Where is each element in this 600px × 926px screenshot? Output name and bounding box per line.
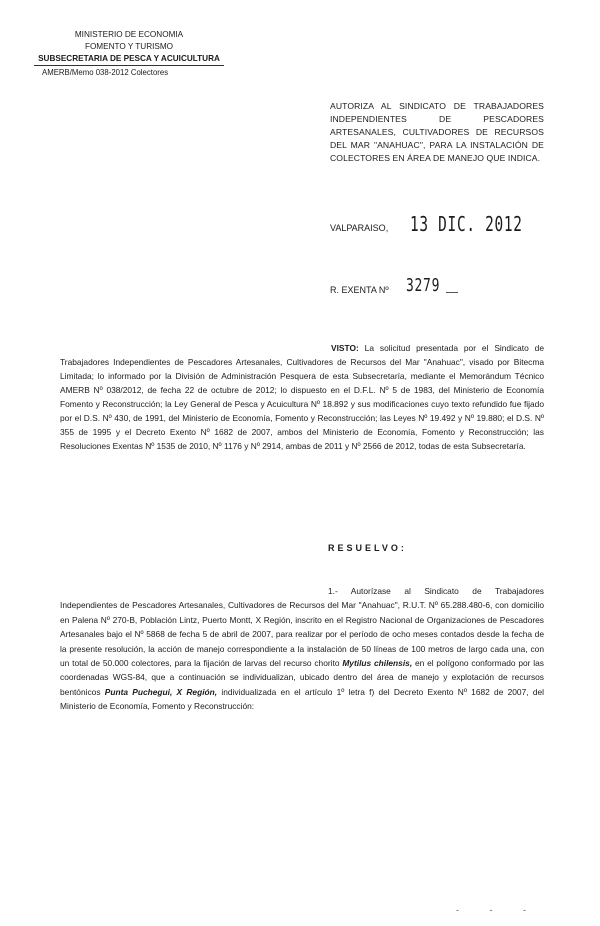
- letterhead: [34, 29, 264, 79]
- visto-label: VISTO:: [331, 343, 359, 353]
- article-1-text-a: 1.- Autorízase al Sindicato de Trabajadores Independientes de Pescadores Artesanales, Cultivadores de Recursos del Mar "Anahuac", R.U.T. Nº 65.288.480-6, con domicilio en Palena Nº 270-B, Población Lintz, Puerto Montt, X Región, inscrito en el Registro Nacional de Organizaciones de Pescadores Artesanales bajo el Nº 5868 de fecha 5 de abril de 2007, para realizar por el período de ocho meses contados desde la fecha de la presente resolución, la acción de manejo correspondiente a la instalación de 50 líneas de 100 metros de largo cada una, con un total de 50.000 colectores, para la fijación de larvas del recurso chorito: [60, 586, 544, 669]
- article-1-paragraph: [60, 584, 544, 714]
- resolution-title: AUTORIZA AL SINDICATO DE TRABAJADORES INDEPENDIENTES DE PESCADORES ARTESANALES, CULTIVADORES DE RECURSOS DEL MAR "ANAHUAC", PARA LA INSTALACIÓN DE COLECTORES EN ÁREA DE MANEJO QUE INDICA.: [330, 101, 544, 163]
- resolution-label: R. EXENTA Nº: [330, 285, 389, 295]
- ministry-subtitle: FOMENTO Y TURISMO: [84, 42, 174, 51]
- visto-paragraph: [60, 341, 544, 453]
- ministry-name: MINISTERIO DE ECONOMIA: [74, 30, 184, 39]
- header-underline: [34, 65, 224, 66]
- resolution-dash: [446, 292, 458, 293]
- article-1-text-b: en el polígono conformado por las coordenadas WGS-84, que a continuación se individualizan, ubicado dentro del área de manejo y explotación de recursos bentónicos: [60, 658, 544, 697]
- footer-marks: - - -: [456, 905, 540, 915]
- species-name: Mytilus chilensis,: [342, 658, 413, 669]
- memo-reference: AMERB/Memo 038-2012 Colectores: [42, 68, 169, 77]
- date-stamp: 13 DIC. 2012: [410, 212, 523, 236]
- resolution-number: 3279: [406, 275, 441, 296]
- place-label: VALPARAISO,: [330, 223, 389, 233]
- subsecretaria-name: SUBSECRETARIA DE PESCA Y ACUICULTURA: [38, 54, 220, 63]
- article-1-text-c: individualizada en el artículo 1º letra f) del Decreto Exento Nº 1682 de 2007, del Ministerio de Economía, Fomento y Reconstrucción:: [60, 686, 545, 712]
- visto-text: La solicitud presentada por el Sindicato de Trabajadores Independientes de Pescadores Artesanales, Cultivadores de Recursos del Mar "Anahuac", visado por Bitecma Limitada; lo informado por la División de Administración Pesquera de esta Subsecretaría, mediante el Memorándum Técnico AMERB Nº 038/2012, de fecha 22 de octubre de 2012; lo dispuesto en el D.F.L. Nº 5 de 1983, del Ministerio de Economía Fomento y Reconstrucción; la Ley General de Pesca y Acuicultura Nº 18.892 y sus modificaciones cuyo texto refundido fue fijado por el D.S. Nº 430, de 1991, del Ministerio de Economía, Fomento y Reconstrucción; las Leyes Nº 19.492 y Nº 19.880; el D.S. Nº 355 de 1995 y el Decreto Exento Nº 1682 de 2007, ambos del Ministerio de Economía, Fomento y Reconstrucción; las Resoluciones Exentas Nº 1535 de 2010, Nº 1176 y Nº 2914, ambas de 2011 y Nº 2566 de 2012, todas de esta Subsecretaría.: [60, 343, 544, 451]
- resuelvo-heading: RESUELVO:: [328, 543, 407, 553]
- area-name: Punta Puchegui, X Región,: [104, 686, 218, 697]
